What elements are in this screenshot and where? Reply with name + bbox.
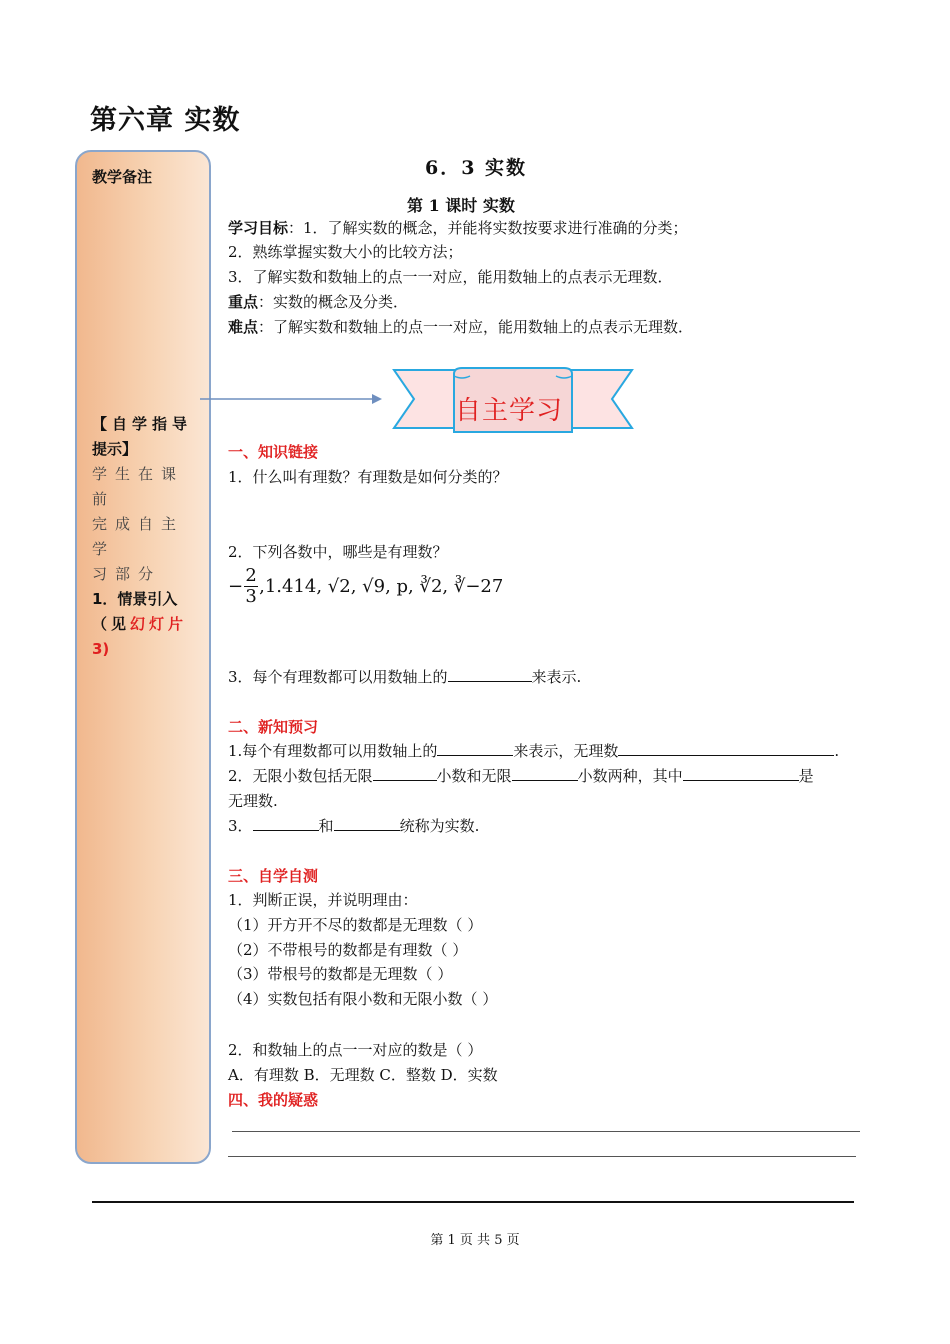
tip-text-3: 习部分	[92, 565, 162, 583]
tip-text-1: 学生在课前	[92, 465, 185, 508]
chapter-title: 第六章 实数	[90, 105, 241, 136]
answer-line-1	[232, 1131, 860, 1132]
tip-text-2: 完成自主学	[92, 515, 185, 558]
tip-slide-open: （见	[92, 615, 131, 633]
part4-heading: 四、我的疑惑	[228, 1091, 319, 1109]
part3-options: A．有理数 B．无理数 C．整数 D．实数	[228, 1066, 498, 1084]
tip-heading-1: 【自学指导	[92, 415, 193, 433]
part2-line1: 1.每个有理数都可以用数轴上的 来表示，无理数 .	[228, 742, 840, 760]
part1-q3: 3．每个有理数都可以用数轴上的 来表示.	[228, 668, 582, 686]
page-number: 第 1 页 共 5 页	[430, 1233, 520, 1248]
part1-q2: 2．下列各数中，哪些是有理数？	[228, 543, 448, 561]
sidebar-title: 教学备注	[92, 168, 153, 186]
part2-line2: 2．无限小数包括无限 小数和无限 小数两种，其中 是	[228, 767, 814, 785]
tip-slide-label: 幻灯片	[130, 615, 188, 633]
banner-label: 自主学习	[455, 396, 564, 426]
goals-line-3: 3．了解实数和数轴上的点一一对应，能用数轴上的点表示无理数．	[228, 268, 673, 286]
pointer-arrow	[200, 390, 390, 410]
self-study-tips	[92, 412, 200, 662]
part3-item4: （4）实数包括有限小数和无限小数（ ）	[228, 990, 498, 1008]
part3-heading: 三、自学自测	[228, 867, 319, 885]
tip-slide-ref	[92, 612, 200, 637]
answer-line-2	[228, 1156, 856, 1157]
part2-line2-cont: 无理数.	[228, 792, 278, 810]
tip-slide-number: 3)	[92, 640, 110, 658]
tip-scene-intro: 1．情景引入	[92, 590, 178, 608]
section-title: 6．3 实数	[425, 157, 528, 179]
part1-q1: 1．什么叫有理数？有理数是如何分类的？	[228, 468, 508, 486]
part2-line3: 3． 和 统称为实数.	[228, 817, 480, 835]
part3-q2: 2．和数轴上的点一一对应的数是（ ）	[228, 1041, 483, 1059]
fraction-denominator: 3	[245, 586, 257, 607]
key-point: 重点：实数的概念及分类．	[228, 293, 409, 311]
fraction-numerator: 2	[245, 565, 257, 586]
goals-line-2: 2．熟练掌握实数大小的比较方法；	[228, 243, 463, 261]
footer-rule	[92, 1201, 854, 1203]
part3-item1: （1）开方开不尽的数都是无理数（ ）	[228, 916, 483, 934]
part1-heading: 一、知识链接	[228, 443, 319, 461]
part2-heading: 二、新知预习	[228, 718, 319, 736]
tip-heading-2: 提示】	[92, 440, 138, 458]
part3-item2: （2）不带根号的数都是有理数（ ）	[228, 941, 468, 959]
goals-line-1: 学习目标：1．了解实数的概念，并能将实数按要求进行准确的分类；	[228, 219, 688, 237]
difficult-point: 难点：了解实数和数轴上的点一一对应，能用数轴上的点表示无理数．	[228, 318, 694, 336]
lesson-title: 第 1 课时 实数	[407, 196, 515, 215]
number-list: − 2 3 ,1.414, √2, √9, p, ∛2, ∛−27	[228, 565, 504, 607]
part3-q1: 1．判断正误，并说明理由：	[228, 891, 418, 909]
part3-item3: （3）带根号的数都是无理数（ ）	[228, 965, 453, 983]
